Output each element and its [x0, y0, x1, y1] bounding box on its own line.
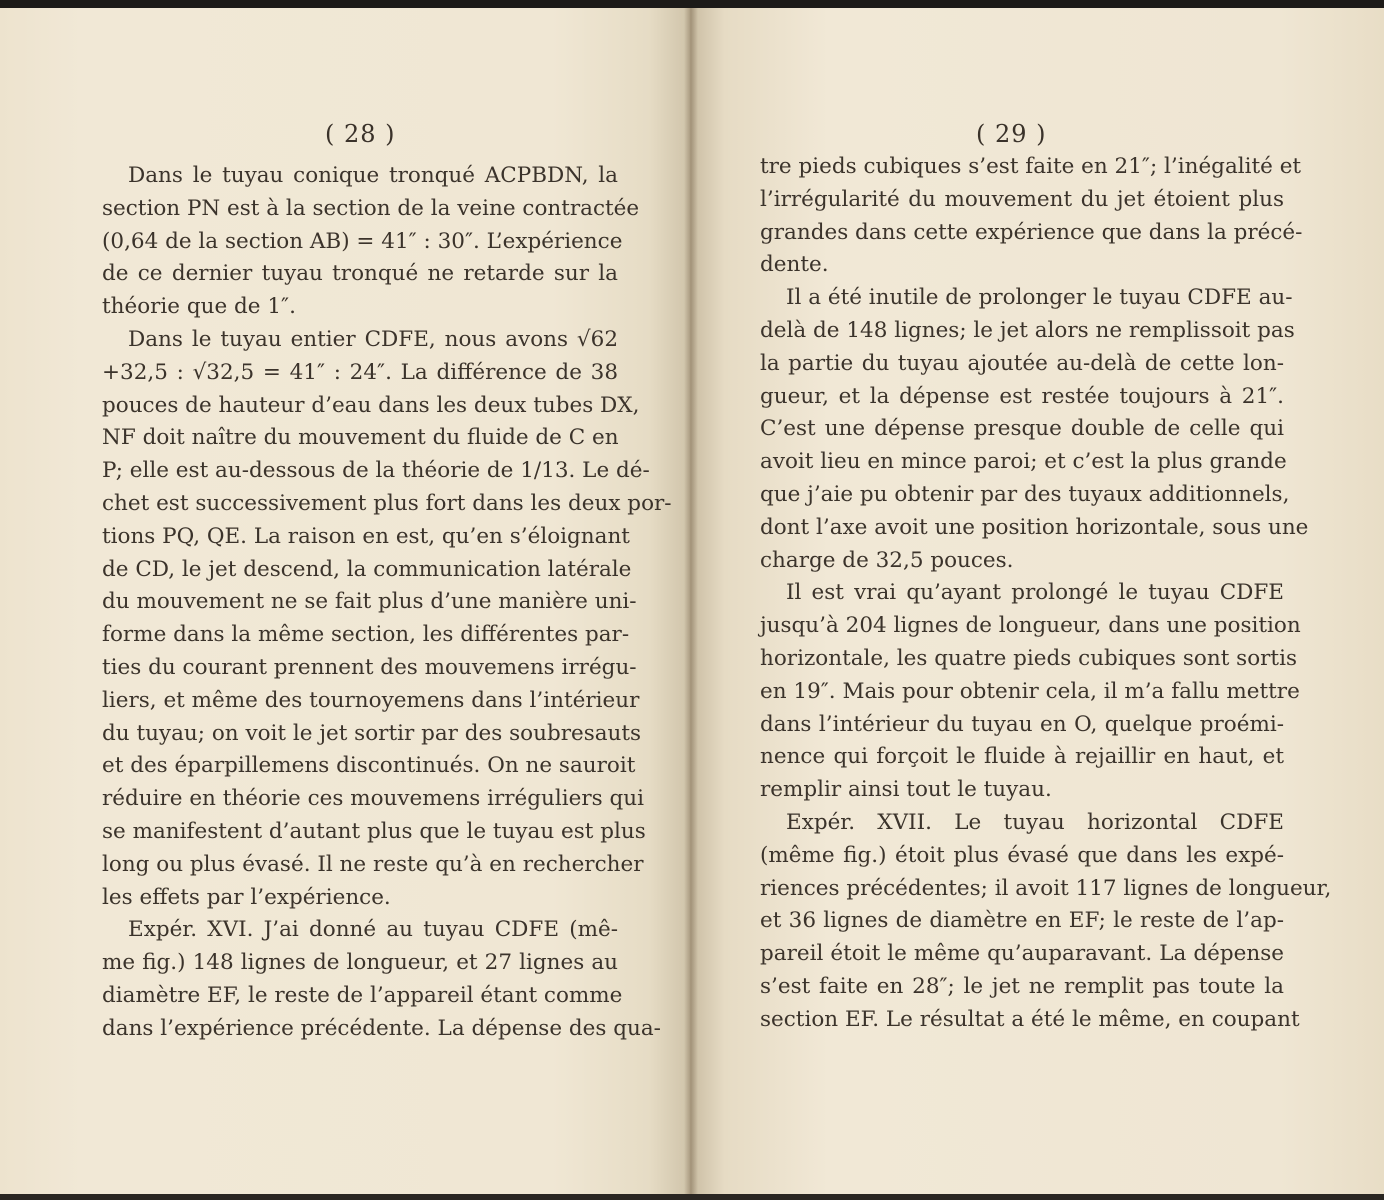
- text-line: les effets par l’expérience.: [102, 884, 391, 910]
- page-number: ( 29 ): [976, 120, 1047, 148]
- text-line: remplir ainsi tout le tuyau.: [760, 777, 1052, 803]
- text-line: section EF. Le résultat a été le même, en coupant: [760, 1006, 1300, 1032]
- text-line: me fig.) 148 lignes de longueur, et 27 lignes au: [102, 950, 618, 976]
- text-line: que j’aie pu obtenir par des tuyaux additionnels,: [760, 481, 1290, 507]
- text-line: charge de 32,5 pouces.: [760, 547, 1014, 573]
- text-line: dont l’axe avoit une position horizontale, sous une: [760, 514, 1309, 540]
- text-line: section PN est à la section de la veine contractée: [102, 195, 640, 221]
- text-line: pouces de hauteur d’eau dans les deux tubes DX,: [102, 392, 640, 418]
- text-line: tions PQ, QE. La raison en est, qu’en s’éloignant: [102, 523, 630, 549]
- text-line: diamètre EF, le reste de l’appareil étant comme: [102, 982, 623, 1008]
- text-line: et des éparpillemens discontinués. On ne sauroit: [102, 753, 636, 779]
- text-line: NF doit naître du mouvement du fluide de C en: [102, 425, 619, 451]
- text-line: long ou plus évasé. Il ne reste qu’à en rechercher: [102, 851, 644, 877]
- text-line: +32,5 : √32,5 = 41″ : 24″. La différence de 38: [102, 359, 618, 385]
- text-line: gueur, et la dépense est restée toujours à 21″.: [760, 383, 1284, 409]
- text-line: et 36 lignes de diamètre en EF; le reste de l’ap-: [760, 908, 1284, 934]
- text-line: tre pieds cubiques s’est faite en 21″; l’inégalité et: [760, 154, 1302, 179]
- page-number: ( 28 ): [325, 120, 396, 148]
- text-line: riences précédentes; il avoit 117 lignes de longueur,: [760, 875, 1332, 901]
- text-line: du mouvement ne se fait plus d’une manière uni-: [102, 589, 637, 615]
- text-line: chet est successivement plus fort dans les deux por-: [102, 490, 672, 516]
- text-line: delà de 148 lignes; le jet alors ne remplissoit pas: [760, 317, 1295, 343]
- text-line: s’est faite en 28″; le jet ne remplit pas toute la: [760, 973, 1284, 999]
- text-line: grandes dans cette expérience que dans la précé-: [760, 219, 1303, 245]
- text-line: (0,64 de la section AB) = 41″ : 30″. L’expérience: [102, 228, 623, 254]
- text-line: Dans le tuyau entier CDFE, nous avons √62: [128, 326, 618, 352]
- text-line: horizontale, les quatre pieds cubiques sont sortis: [760, 645, 1297, 671]
- text-line: Expér. XVII. Le tuyau horizontal CDFE: [786, 809, 1284, 835]
- text-line: dans l’expérience précédente. La dépense des qua-: [102, 1015, 661, 1041]
- page-body: [760, 151, 1332, 1037]
- text-line: avoit lieu en mince paroi; et c’est la plus grande: [760, 449, 1287, 475]
- page-body: [102, 160, 672, 1046]
- text-line: en 19″. Mais pour obtenir cela, il m’a fallu mettre: [760, 678, 1300, 704]
- text-line: P; elle est au-dessous de la théorie de 1/13. Le dé-: [102, 458, 650, 484]
- text-line: l’irrégularité du mouvement du jet étoient plus: [760, 186, 1284, 212]
- text-line: réduire en théorie ces mouvemens irréguliers qui: [102, 786, 644, 812]
- left-page: [0, 8, 690, 1194]
- text-line: nence qui forçoit le fluide à rejaillir en haut, et: [760, 744, 1284, 770]
- text-line: pareil étoit le même qu’auparavant. La dépense: [760, 941, 1284, 967]
- text-line: se manifestent d’autant plus que le tuyau est plus: [102, 818, 646, 844]
- text-line: Il est vrai qu’ayant prolongé le tuyau CDFE: [786, 580, 1284, 606]
- text-line: dente.: [760, 252, 829, 278]
- text-line: C’est une dépense presque double de celle qui: [760, 416, 1284, 442]
- right-page: [690, 8, 1384, 1194]
- text-line: théorie que de 1″.: [102, 294, 296, 320]
- text-line: Dans le tuyau conique tronqué ACPBDN, la: [128, 163, 618, 188]
- text-line: Expér. XVI. J’ai donné au tuyau CDFE (mê-: [128, 917, 618, 943]
- book-gutter: [684, 8, 698, 1194]
- text-line: jusqu’à 204 lignes de longueur, dans une position: [760, 613, 1301, 639]
- text-line: ties du courant prennent des mouvemens irrégu-: [102, 654, 637, 680]
- text-line: dans l’intérieur du tuyau en O, quelque proémi-: [760, 711, 1284, 737]
- text-line: (même fig.) étoit plus évasé que dans les expé-: [760, 842, 1284, 868]
- text-line: la partie du tuyau ajoutée au-delà de cette lon-: [760, 350, 1284, 376]
- text-line: liers, et même des tournoyemens dans l’intérieur: [102, 687, 640, 713]
- text-line: de CD, le jet descend, la communication latérale: [102, 556, 632, 582]
- text-line: forme dans la même section, les différentes par-: [102, 622, 630, 648]
- text-line: de ce dernier tuyau tronqué ne retarde sur la: [102, 261, 618, 287]
- text-line: du tuyau; on voit le jet sortir par des soubresauts: [102, 720, 642, 746]
- text-line: Il a été inutile de prolonger le tuyau CDFE au-: [786, 285, 1293, 311]
